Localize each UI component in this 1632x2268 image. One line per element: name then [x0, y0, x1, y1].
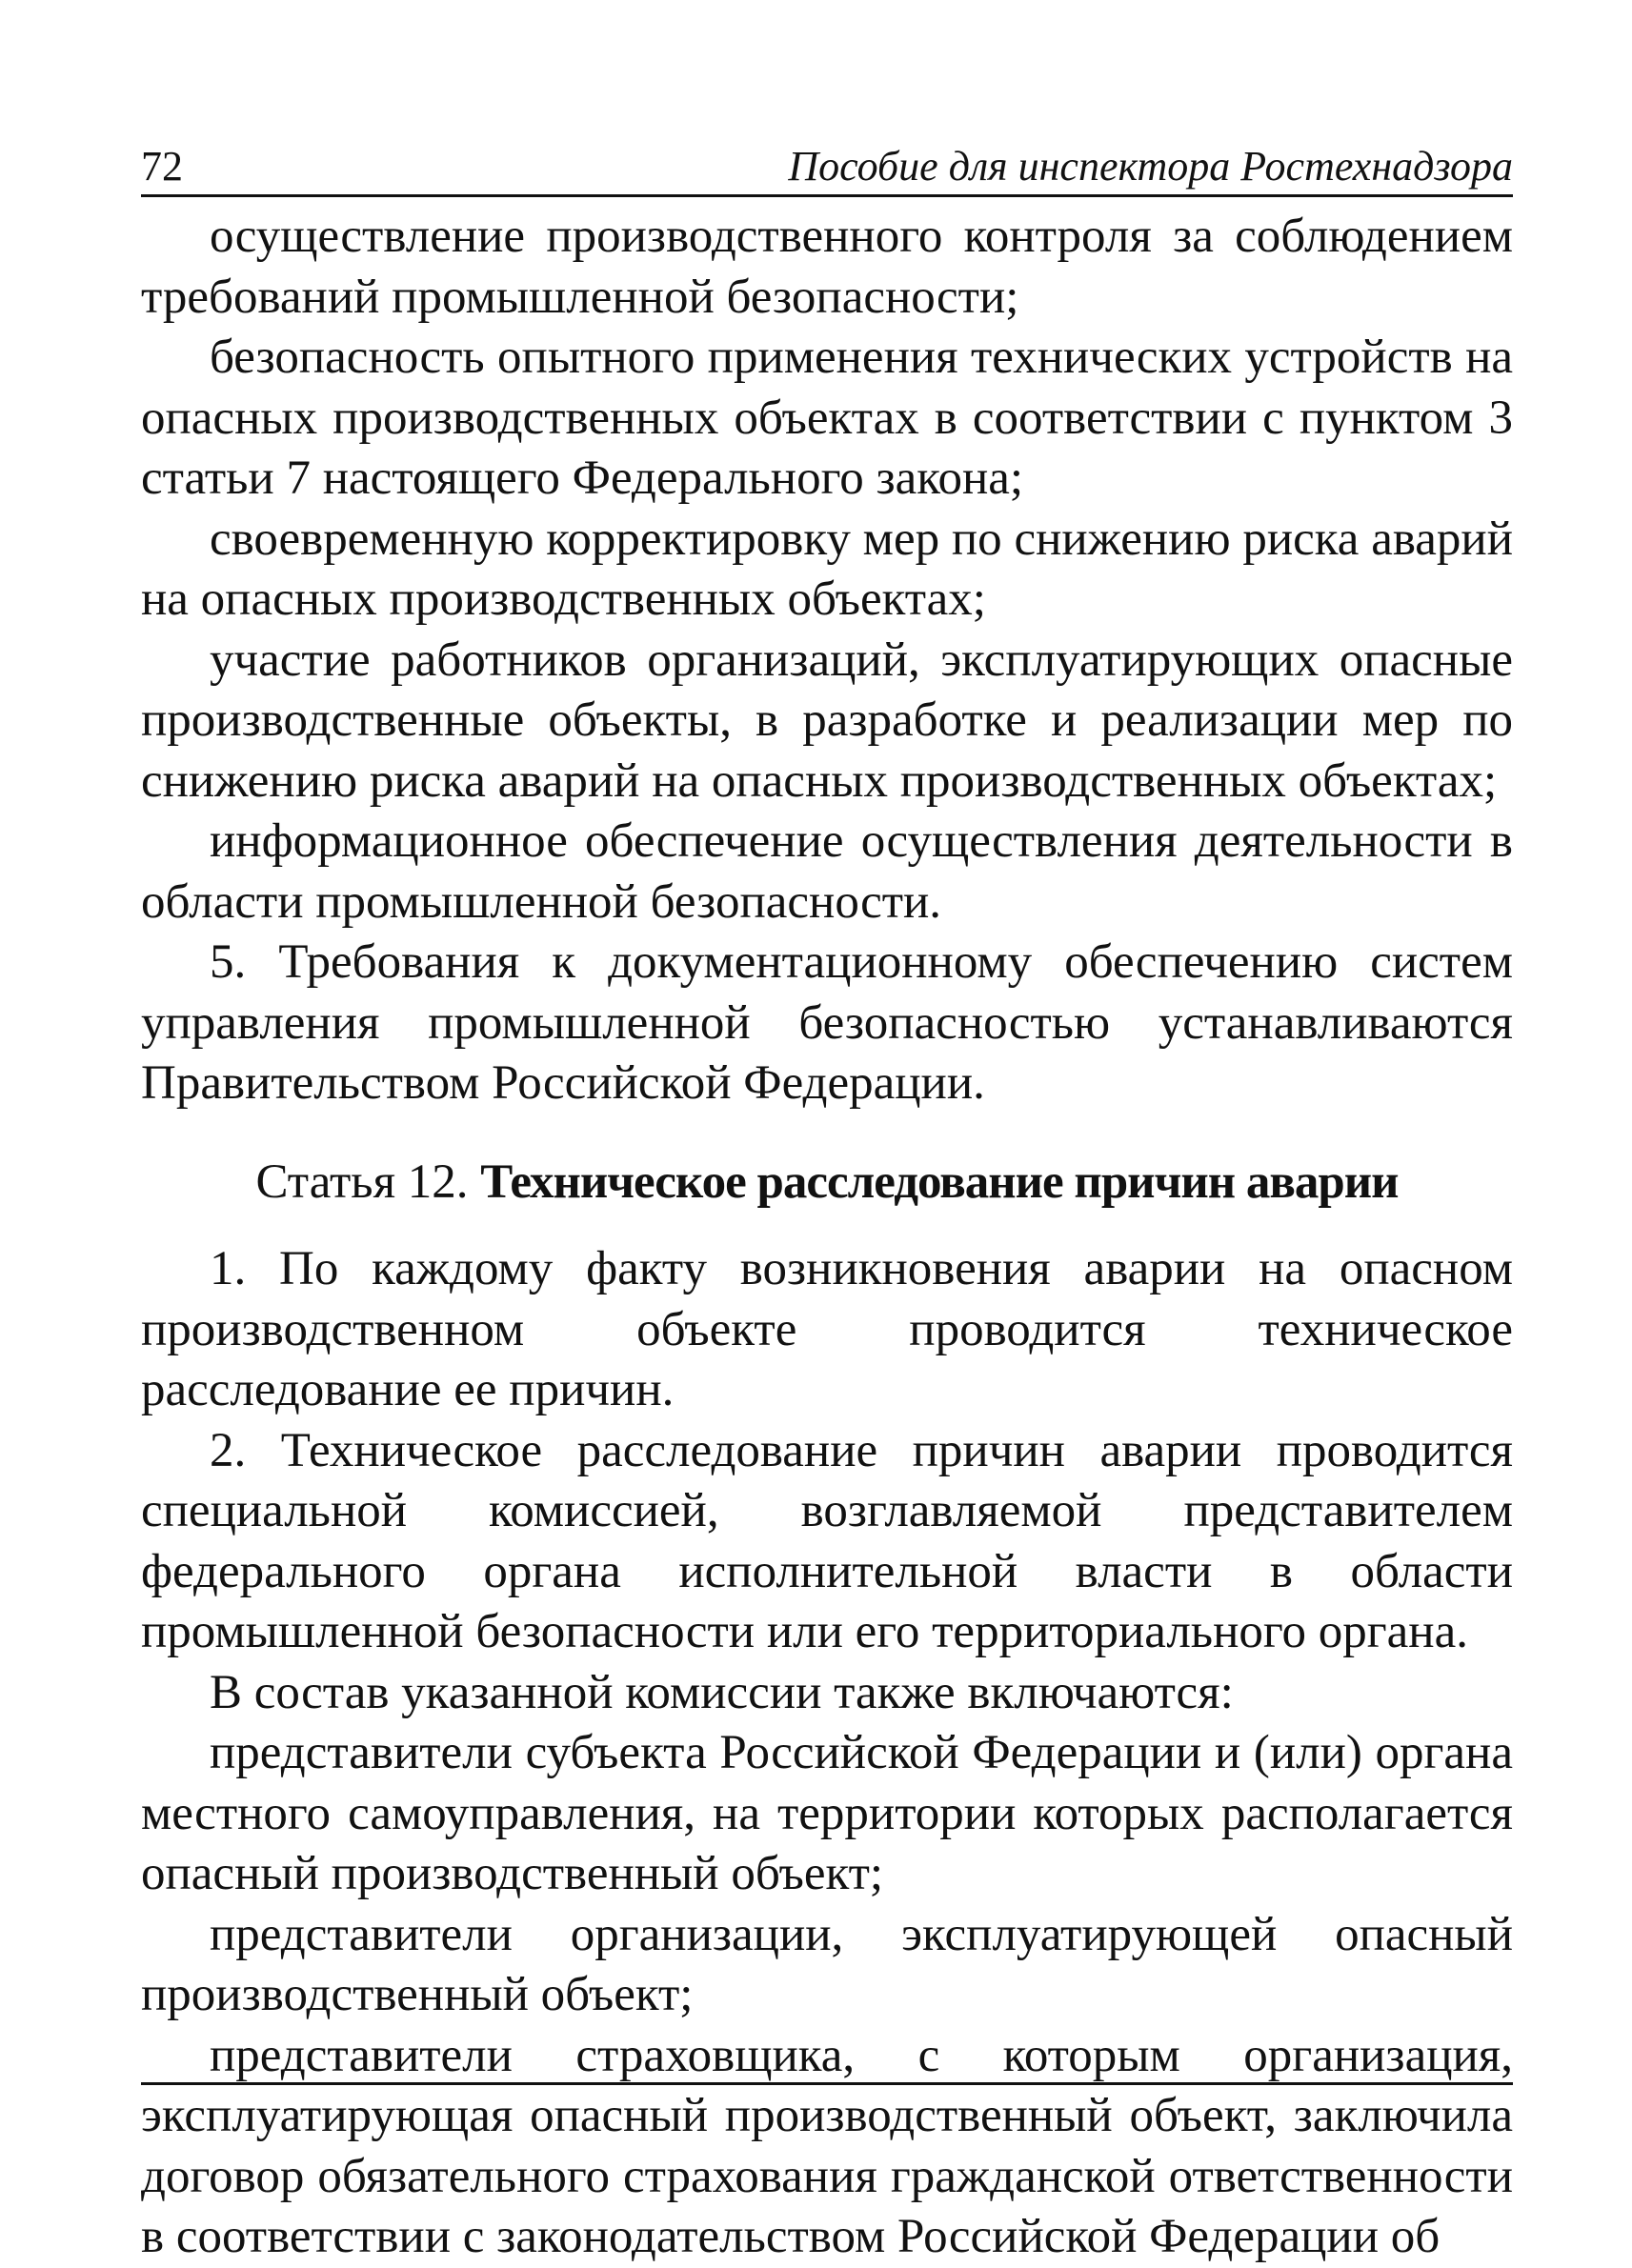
paragraph: своевременную корректировку мер по снижению риска аварий на опасных производственных объектах; [141, 512, 1513, 626]
body-text [141, 207, 1513, 2268]
paragraph: осуществление производственного контроля за соблюдением требований промышленной безопасности; [141, 210, 1513, 324]
paragraph: 5. Требования к документационному обеспечению систем управления промышленной безопасностью устанавливаются Правительством Российской Федерации. [141, 935, 1513, 1110]
article-heading [141, 1153, 1513, 1214]
page-number: 72 [141, 143, 183, 190]
paragraph: 2. Техническое расследование причин аварии проводится специальной комиссией, возглавляемой представителем федерального органа исполнительной власти в области промышленной безопасности или его территориального органа. [141, 1423, 1513, 1658]
paragraph: представители организации, эксплуатирующей опасный производственный объект; [141, 1907, 1513, 2021]
paragraph: представители страховщика, с которым организация, эксплуатирующая опасный производственный объект, заключила договор обязательного страхования гражданской ответственности в соответствии с законодательством Российской Федерации об [141, 2028, 1513, 2263]
paragraph: информационное обеспечение осуществления деятельности в области промышленной безопасности. [141, 814, 1513, 929]
running-header-title: Пособие для инспектора Ростехнадзора [788, 143, 1513, 190]
paragraph: представители субъекта Российской Федерации и (или) органа местного самоуправления, на территории которых располагается опасный производственный объект; [141, 1726, 1513, 1900]
running-header [141, 133, 1513, 197]
document-page [141, 133, 1513, 2268]
article-title: Техническое расследование причин аварии [480, 1154, 1399, 1209]
paragraph: В состав указанной комиссии также включаются: [210, 1665, 1234, 1719]
paragraph: участие работников организаций, эксплуатирующих опасные производственные объекты, в разработке и реализации мер по снижению риска аварий на опасных производственных объектах; [141, 632, 1513, 808]
footnote-divider [141, 2082, 1513, 2085]
paragraph: 1. По каждому факту возникновения аварии на опасном производственном объекте проводится техническое расследование ее причин. [141, 1242, 1513, 1416]
paragraph: безопасность опытного применения технических устройств на опасных производственных объектах в соответствии с пунктом 3 статьи 7 настоящего Федерального закона; [141, 331, 1513, 505]
article-number: Статья 12. [255, 1154, 469, 1209]
